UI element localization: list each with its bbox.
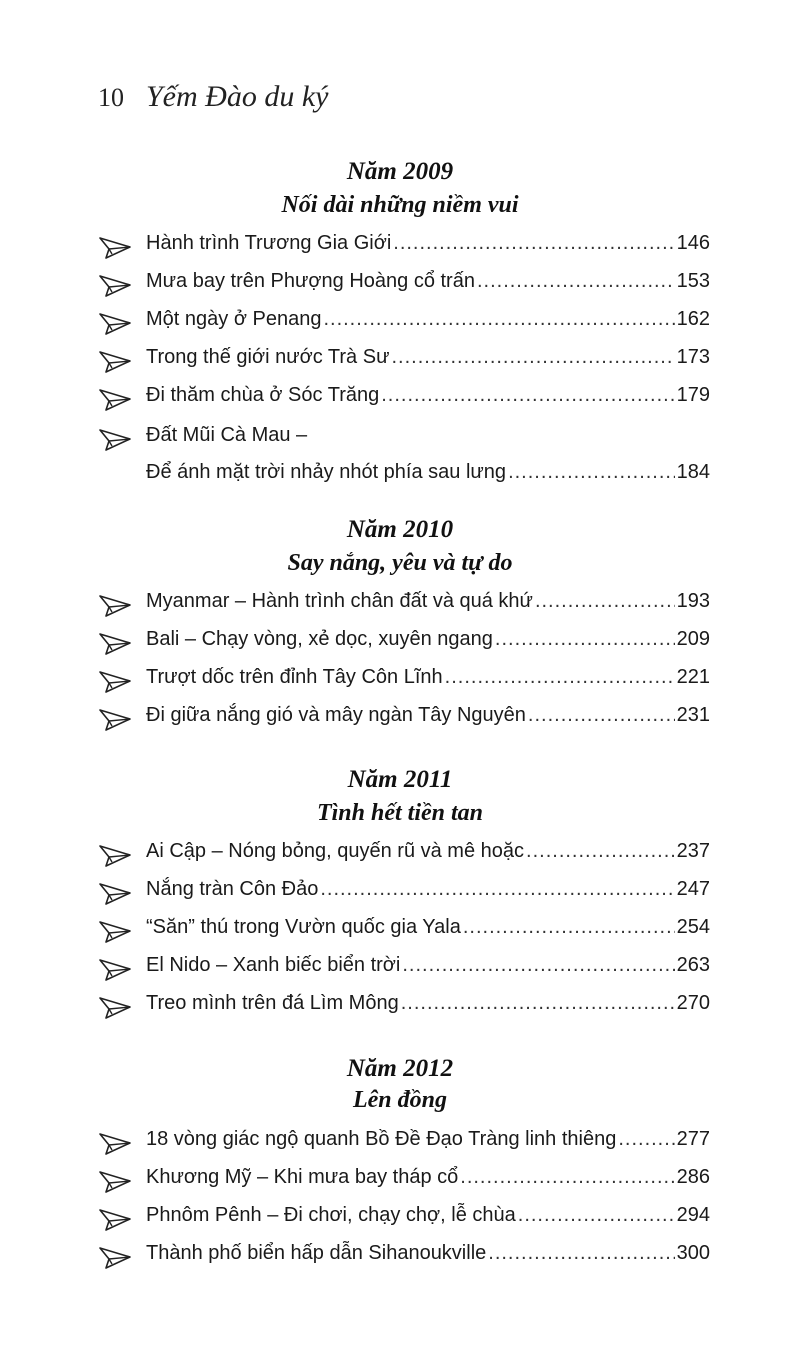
section-year: Năm 2012 bbox=[346, 1055, 454, 1082]
entry-title: 18 vòng giác ngộ quanh Bồ Đề Đạo Tràng linh thiêng bbox=[146, 1128, 617, 1150]
dot-leader bbox=[508, 459, 675, 485]
toc-entry bbox=[98, 1164, 710, 1200]
entry-page-number: 300 bbox=[676, 1242, 710, 1264]
entry-line bbox=[146, 990, 710, 1016]
entry-page-number: 162 bbox=[676, 308, 710, 330]
dot-leader bbox=[535, 588, 675, 614]
entry-title: Treo mình trên đá Lìm Mông bbox=[146, 992, 399, 1014]
entry-line bbox=[146, 702, 710, 728]
entry-line bbox=[146, 626, 710, 652]
toc-entry bbox=[98, 990, 710, 1026]
entry-title: Ai Cập – Nóng bỏng, quyến rũ và mê hoặc bbox=[146, 840, 525, 862]
paper-plane-icon bbox=[98, 1244, 132, 1270]
entry-title: Thành phố biển hấp dẫn Sihanoukville bbox=[146, 1242, 487, 1264]
entry-line bbox=[146, 1126, 710, 1152]
toc-entry bbox=[98, 344, 710, 380]
toc-entry bbox=[98, 382, 710, 418]
entry-page-number: 270 bbox=[676, 992, 710, 1014]
entry-title: Để ánh mặt trời nhảy nhót phía sau lưng bbox=[146, 461, 507, 483]
dot-leader bbox=[381, 382, 674, 408]
paper-plane-icon bbox=[98, 272, 132, 298]
entry-page-number: 254 bbox=[676, 916, 710, 938]
paper-plane-icon bbox=[98, 956, 132, 982]
paper-plane-icon bbox=[98, 668, 132, 694]
section-title: Say nắng, yêu và tự do bbox=[287, 550, 513, 576]
section-title: Lên đồng bbox=[352, 1087, 447, 1113]
toc-entry bbox=[98, 626, 710, 662]
entry-page-number: 173 bbox=[676, 346, 710, 368]
entry-title: El Nido – Xanh biếc biển trời bbox=[146, 954, 401, 976]
entry-page-number: 286 bbox=[676, 1166, 710, 1188]
dot-leader bbox=[618, 1126, 674, 1152]
paper-plane-icon bbox=[98, 706, 132, 732]
entry-line bbox=[146, 952, 710, 978]
entry-page-number: 193 bbox=[676, 590, 710, 612]
toc-entry bbox=[98, 952, 710, 988]
section-year: Năm 2010 bbox=[346, 516, 454, 543]
dot-leader bbox=[391, 344, 674, 370]
dot-leader bbox=[393, 230, 674, 256]
dot-leader bbox=[323, 306, 674, 332]
paper-plane-icon bbox=[98, 386, 132, 412]
entry-line bbox=[146, 268, 710, 294]
entry-line bbox=[146, 588, 710, 614]
entry-page-number: 263 bbox=[676, 954, 710, 976]
dot-leader bbox=[463, 914, 675, 940]
dot-leader bbox=[477, 268, 675, 294]
section-title: Nối dài những niềm vui bbox=[281, 192, 519, 218]
dot-leader bbox=[526, 838, 675, 864]
paper-plane-icon bbox=[98, 630, 132, 656]
entry-title: Hành trình Trương Gia Giới bbox=[146, 232, 392, 254]
running-head bbox=[98, 80, 328, 114]
dot-leader bbox=[488, 1240, 674, 1266]
dot-leader bbox=[445, 664, 675, 690]
section-year: Năm 2011 bbox=[347, 766, 453, 793]
entry-line bbox=[146, 838, 710, 864]
toc-entry bbox=[98, 1240, 710, 1276]
paper-plane-icon bbox=[98, 994, 132, 1020]
entry-page-number: 277 bbox=[676, 1128, 710, 1150]
toc-entry bbox=[98, 876, 710, 912]
entry-page-number: 179 bbox=[676, 384, 710, 406]
toc-entry bbox=[98, 664, 710, 700]
entry-title: Myanmar – Hành trình chân đất và quá khứ bbox=[146, 590, 533, 612]
paper-plane-icon bbox=[98, 1168, 132, 1194]
entry-title: Một ngày ở Penang bbox=[146, 308, 322, 330]
entry-line bbox=[146, 1164, 710, 1190]
entry-line bbox=[146, 382, 710, 408]
paper-plane-icon bbox=[98, 426, 132, 452]
entry-title: “Săn” thú trong Vườn quốc gia Yala bbox=[146, 916, 461, 938]
paper-plane-icon bbox=[98, 880, 132, 906]
toc-entry bbox=[98, 702, 710, 738]
dot-leader bbox=[528, 702, 675, 728]
entry-title: Mưa bay trên Phượng Hoàng cổ trấn bbox=[146, 270, 475, 292]
entry-title-line1: Đất Mũi Cà Mau – bbox=[146, 424, 308, 446]
dot-leader bbox=[495, 626, 675, 652]
entry-page-number: 221 bbox=[676, 666, 710, 688]
paper-plane-icon bbox=[98, 1206, 132, 1232]
toc-entry bbox=[98, 268, 710, 304]
paper-plane-icon bbox=[98, 1130, 132, 1156]
dot-leader bbox=[402, 952, 674, 978]
book-title: Yếm Đào du ký bbox=[146, 80, 329, 113]
section-year: Năm 2009 bbox=[346, 158, 454, 185]
entry-page-number: 237 bbox=[676, 840, 710, 862]
entry-line bbox=[146, 876, 710, 902]
section-title: Tình hết tiền tan bbox=[316, 800, 484, 826]
entry-line bbox=[146, 664, 710, 690]
entry-page-number: 184 bbox=[676, 461, 710, 483]
entry-line bbox=[146, 344, 710, 370]
entry-title: Nắng tràn Côn Đảo bbox=[146, 878, 319, 900]
entry-line bbox=[146, 306, 710, 332]
paper-plane-icon bbox=[98, 310, 132, 336]
entry-page-number: 153 bbox=[676, 270, 710, 292]
entry-line bbox=[146, 1240, 710, 1266]
entry-title: Trượt dốc trên đỉnh Tây Côn Lĩnh bbox=[146, 666, 443, 688]
entry-page-number: 294 bbox=[676, 1204, 710, 1226]
dot-leader bbox=[460, 1164, 674, 1190]
entry-page-number: 231 bbox=[676, 704, 710, 726]
entry-page-number: 146 bbox=[676, 232, 710, 254]
paper-plane-icon bbox=[98, 234, 132, 260]
entry-page-number: 209 bbox=[676, 628, 710, 650]
dot-leader bbox=[401, 990, 675, 1016]
page-number: 10 bbox=[98, 83, 124, 112]
entry-title: Bali – Chạy vòng, xẻ dọc, xuyên ngang bbox=[146, 628, 493, 650]
paper-plane-icon bbox=[98, 592, 132, 618]
entry-title: Trong thế giới nước Trà Sư bbox=[146, 346, 390, 368]
toc-entry bbox=[98, 914, 710, 950]
toc-entry bbox=[98, 306, 710, 342]
paper-plane-icon bbox=[98, 918, 132, 944]
toc-entry bbox=[98, 588, 710, 624]
paper-plane-icon bbox=[98, 842, 132, 868]
dot-leader bbox=[320, 876, 674, 902]
entry-line bbox=[146, 230, 710, 256]
toc-entry bbox=[98, 838, 710, 874]
entry-title: Phnôm Pênh – Đi chơi, chạy chợ, lễ chùa bbox=[146, 1204, 516, 1226]
paper-plane-icon bbox=[98, 348, 132, 374]
toc-entry bbox=[98, 1126, 710, 1162]
toc-entry bbox=[98, 230, 710, 266]
entry-page-number: 247 bbox=[676, 878, 710, 900]
entry-line bbox=[146, 459, 710, 485]
entry-line bbox=[146, 1202, 710, 1228]
entry-title: Đi giữa nắng gió và mây ngàn Tây Nguyên bbox=[146, 704, 526, 726]
dot-leader bbox=[518, 1202, 675, 1228]
entry-line bbox=[146, 914, 710, 940]
entry-title: Khương Mỹ – Khi mưa bay tháp cổ bbox=[146, 1166, 459, 1188]
toc-entry bbox=[98, 1202, 710, 1238]
entry-title: Đi thăm chùa ở Sóc Trăng bbox=[146, 384, 380, 406]
toc-entry bbox=[98, 422, 710, 483]
